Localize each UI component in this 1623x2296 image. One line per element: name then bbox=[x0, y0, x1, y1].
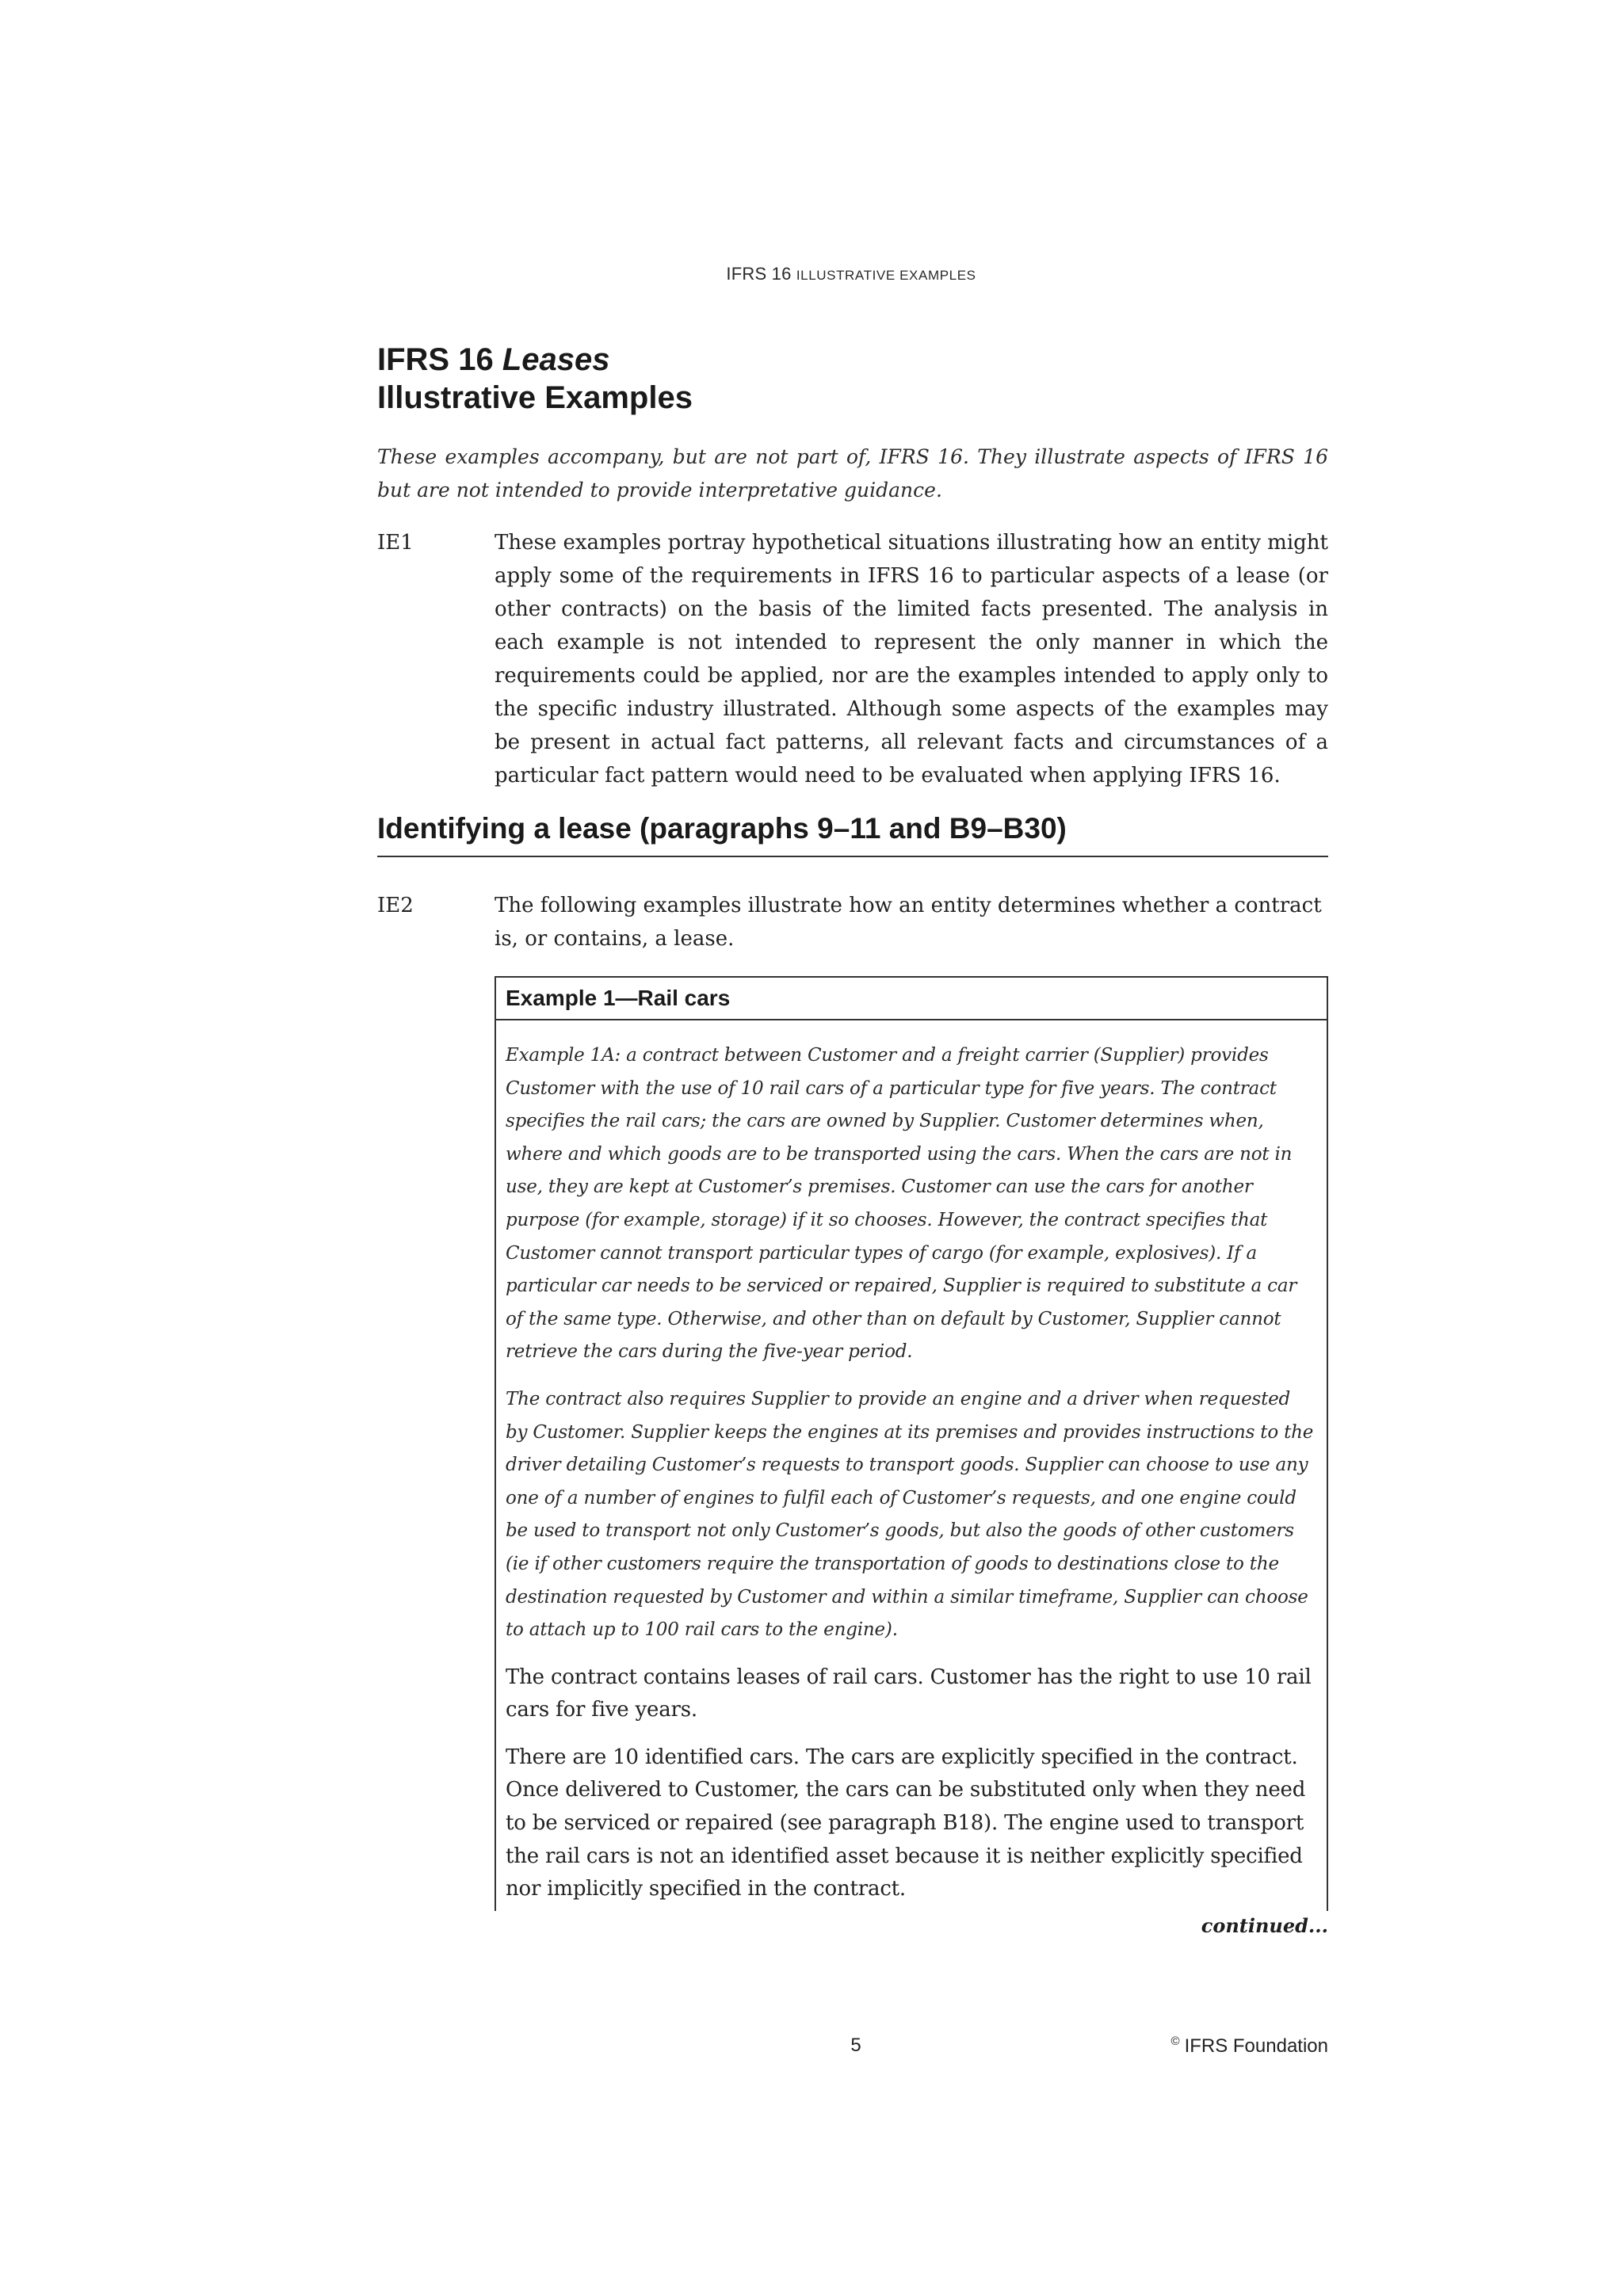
section-heading: Identifying a lease (paragraphs 9–11 and B9–B30) bbox=[377, 810, 1328, 857]
copyright-symbol: © bbox=[1170, 2035, 1180, 2048]
paragraph-ie2 bbox=[377, 889, 1328, 955]
example-analysis: There are 10 identified cars. The cars are explicitly specified in the contract. Once delivered to Customer, the cars can be substituted only when they need to be serviced or repaired (see paragraph B18). The engine used to transport the rail cars is not an identified asset because it is neither explicitly specified nor implicitly specified in the contract. bbox=[506, 1745, 1306, 1901]
example-body bbox=[496, 1020, 1327, 1906]
continued-marker: continued... bbox=[1201, 1914, 1328, 1937]
document-title bbox=[377, 341, 693, 417]
paragraph-text: The following examples illustrate how an entity determines whether a contract is, or contains, a lease. bbox=[495, 894, 1322, 951]
paragraph-ie1 bbox=[377, 526, 1328, 792]
running-header-prefix: IFRS 16 bbox=[726, 264, 792, 284]
intro-note: These examples accompany, but are not part of, IFRS 16. They illustrate aspects of IFRS 16 but are not intended to provide interpretative guidance. bbox=[377, 445, 1328, 502]
example-analysis: The contract contains leases of rail cars. Customer has the right to use 10 rail cars for five years. bbox=[506, 1665, 1312, 1722]
running-header bbox=[374, 264, 1328, 284]
paragraph-number: IE2 bbox=[377, 894, 414, 917]
paragraph-text: These examples portray hypothetical situations illustrating how an entity might apply some of the requirements in IFRS 16 to particular aspects of a lease (or other contracts) on the basis of the limited facts presented. The analysis in each example is not intended to represent the only manner in which the requirements could be applied, nor are the examples intended to apply only to the specific industry illustrated. Although some aspects of the examples may be present in actual fact patterns, all relevant facts and circumstances of a particular fact pattern would need to be evaluated when applying IFRS 16. bbox=[495, 531, 1328, 788]
example-title: Example 1—Rail cars bbox=[496, 978, 1327, 1020]
running-header-small-caps: ILLUSTRATIVE EXAMPLES bbox=[796, 268, 976, 283]
title-line-2: Illustrative Examples bbox=[377, 380, 693, 415]
copyright-text: IFRS Foundation bbox=[1184, 2035, 1328, 2057]
title-line-1 bbox=[377, 341, 693, 379]
example-fact: The contract also requires Supplier to provide an engine and a driver when requested by Customer. Supplier keeps the engines at its premises and provides instructions to the driver detailing Customer’s requests to transport goods. Supplier can choose to use any one of a number of engines to fulfil each of Customer’s requests, and one engine could be used to transport not only Customer’s goods, but also the goods of other customers (ie if other customers require the transportation of goods to destinations close to the destination requested by Customer and within a similar timeframe, Supplier can choose to attach up to 100 rail cars to the engine). bbox=[506, 1388, 1314, 1641]
title-standard-name: Leases bbox=[502, 342, 610, 377]
example-box bbox=[495, 976, 1328, 1911]
title-standard: IFRS 16 bbox=[377, 342, 494, 377]
paragraph-number: IE1 bbox=[377, 531, 414, 555]
copyright-notice bbox=[1171, 2035, 1329, 2058]
example-fact: Example 1A: a contract between Customer and a freight carrier (Supplier) provides Customer with the use of 10 rail cars of a particular type for five years. The contract specifies the rail cars; the cars are owned by Supplier. Customer determines when, where and which goods are to be transported using the cars. When the cars are not in use, they are kept at Customer’s premises. Customer can use the cars for another purpose (for example, storage) if it so chooses. However, the contract specifies that Customer cannot transport particular types of cargo (for example, explosives). If a particular car needs to be serviced or repaired, Supplier is required to substitute a car of the same type. Otherwise, and other than on default by Customer, Supplier cannot retrieve the cars during the five-year period. bbox=[506, 1045, 1297, 1363]
page-number: 5 bbox=[850, 2035, 861, 2056]
